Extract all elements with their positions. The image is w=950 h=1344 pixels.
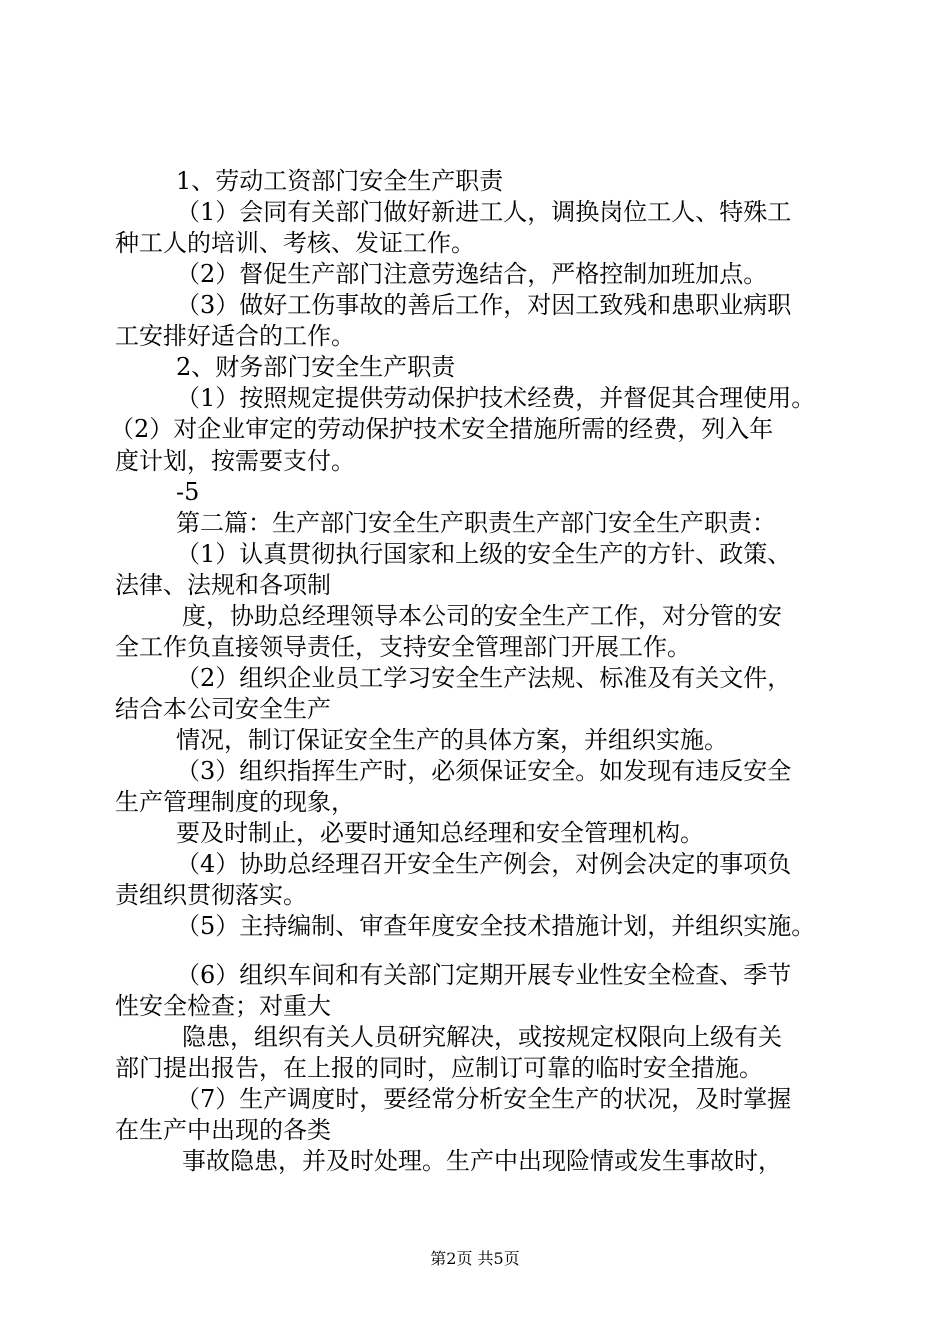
paragraph-line: 全工作负直接领导责任，支持安全管理部门开展工作。	[115, 633, 691, 661]
paragraph-line: 责组织贯彻落实。	[115, 881, 307, 909]
heading-labor-dept: 1、劳动工资部门安全生产职责	[176, 167, 504, 195]
paragraph-line: （3）组织指挥生产时，必须保证安全。如发现有违反安全	[176, 757, 792, 785]
paragraph-line: 在生产中出现的各类	[115, 1116, 331, 1144]
paragraph-line: 法律、法规和各项制	[115, 571, 331, 599]
paragraph-line: 度，协助总经理领导本公司的安全生产工作，对分管的安	[182, 602, 782, 630]
paragraph-line: （3）做好工伤事故的善后工作，对因工致残和患职业病职	[176, 291, 792, 319]
paragraph-line: 情况，制订保证安全生产的具体方案，并组织实施。	[176, 726, 728, 754]
paragraph-line: （2）组织企业员工学习安全生产法规、标准及有关文件，	[176, 664, 792, 692]
paragraph-line: 事故隐患，并及时处理。生产中出现险情或发生事故时，	[182, 1147, 782, 1175]
paragraph-line: 部门提出报告，在上报的同时，应制订可靠的临时安全措施。	[115, 1054, 763, 1082]
page-footer: 第2页 共5页	[430, 1249, 520, 1268]
paragraph-line: 性安全检查；对重大	[115, 992, 331, 1020]
paragraph-line: 要及时制止，必要时通知总经理和安全管理机构。	[176, 819, 704, 847]
paragraph-line: （2）对企业审定的劳动保护技术安全措施所需的经费，列入年	[110, 415, 774, 443]
paragraph-line: （5）主持编制、审查年度安全技术措施计划，并组织实施。	[176, 912, 816, 940]
paragraph-line: （1）会同有关部门做好新进工人，调换岗位工人、特殊工	[176, 198, 792, 226]
paragraph-line: 结合本公司安全生产	[115, 695, 331, 723]
paragraph-line: （7）生产调度时，要经常分析安全生产的状况，及时掌握	[176, 1085, 792, 1113]
paragraph-line: 度计划，按需要支付。	[115, 447, 355, 475]
paragraph-line: 生产管理制度的现象，	[115, 788, 355, 816]
section-heading: 第二篇：生产部门安全生产职责生产部门安全生产职责：	[176, 509, 776, 537]
paragraph-line: （1）认真贯彻执行国家和上级的安全生产的方针、政策、	[176, 540, 792, 568]
paragraph-line: 隐患，组织有关人员研究解决，或按规定权限向上级有关	[182, 1023, 782, 1051]
paragraph-line: （4）协助总经理召开安全生产例会，对例会决定的事项负	[176, 850, 792, 878]
paragraph-line: （2）督促生产部门注意劳逸结合，严格控制加班加点。	[176, 260, 768, 288]
paragraph-line: （1）按照规定提供劳动保护技术经费，并督促其合理使用。	[176, 384, 816, 412]
heading-finance-dept: 2、财务部门安全生产职责	[176, 353, 456, 381]
paragraph-line: 种工人的培训、考核、发证工作。	[115, 229, 475, 257]
paragraph-line: （6）组织车间和有关部门定期开展专业性安全检查、季节	[176, 961, 792, 989]
paragraph-line: 工安排好适合的工作。	[115, 322, 355, 350]
page-marker: -5	[176, 478, 200, 506]
